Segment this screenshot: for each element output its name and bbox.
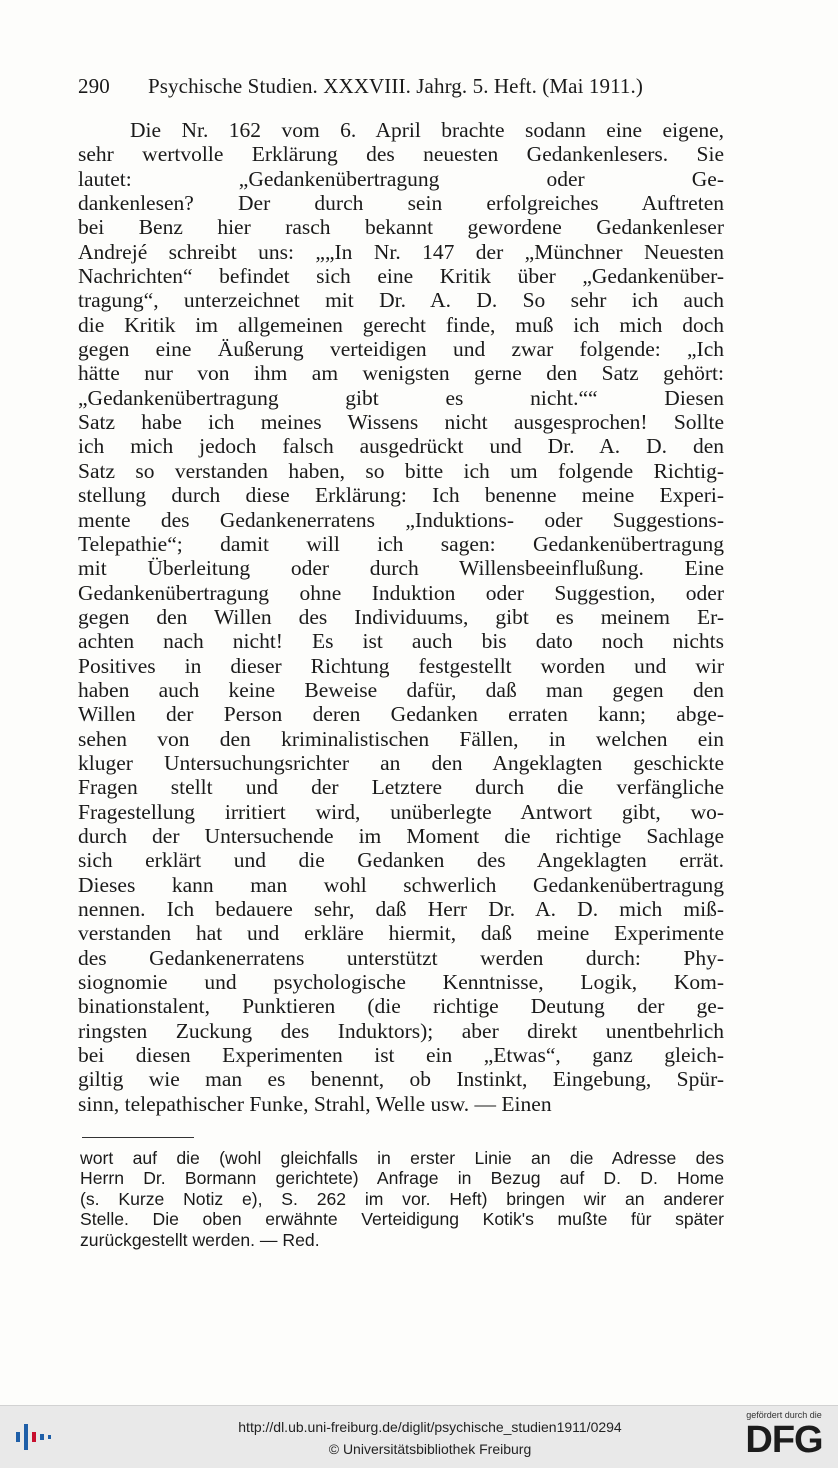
text-line: Andrejé schreibt uns: „„In Nr. 147 der „Münchner Neuesten [78, 239, 724, 264]
page-number: 290 [78, 74, 110, 98]
text-line: bei Benz hier rasch bekannt gewordene Gedankenleser [78, 215, 724, 240]
text-line: giltig wie man es benennt, ob Instinkt, Eingebung, Spür- [78, 1067, 724, 1092]
text-line: mit Überleitung oder durch Willensbeeinflußung. Eine [78, 556, 724, 581]
text-line: gegen den Willen des Individuums, gibt es meinem Er- [78, 604, 724, 629]
text-line: nennen. Ich bedauere sehr, daß Herr Dr. A. D. mich miß- [78, 897, 724, 921]
text-line: siognomie und psychologische Kenntnisse, Logik, Kom- [78, 970, 724, 995]
text-line: ich mich jedoch falsch ausgedrückt und Dr. A. D. den [78, 434, 724, 459]
text-line: Positives in dieser Richtung festgestellt worden und wir [78, 653, 724, 678]
footnote-line: (s. Kurze Notiz e), S. 262 im vor. Heft) bringen wir an anderer [80, 1188, 724, 1209]
main-text [78, 118, 724, 1116]
text-line: kluger Untersuchungsrichter an den Angeklagten geschickte [78, 750, 724, 775]
text-line: sehen von den kriminalistischen Fällen, in welchen ein [78, 726, 724, 751]
text-line: haben auch keine Beweise dafür, daß man gegen den [78, 677, 724, 702]
text-line: Fragestellung irritiert wird, unüberlegte Antwort gibt, wo- [78, 799, 724, 824]
text-line: Fragen stellt und der Letztere durch die verfängliche [78, 775, 724, 800]
text-line: Telepathie“; damit will ich sagen: Gedankenübertragung [78, 531, 724, 556]
text-line: Gedankenübertragung ohne Induktion oder Suggestion, oder [78, 580, 724, 605]
permalink-link[interactable]: http://dl.ub.uni-freiburg.de/diglit/psychische_studien1911/0294 [238, 1419, 622, 1435]
text-line: binationstalent, Punktieren (die richtige Deutung der ge- [78, 994, 724, 1019]
ub-freiburg-logo-icon [14, 1420, 54, 1454]
text-line: mente des Gedankenerratens „Induktions- oder Suggestions- [78, 507, 724, 532]
footnote [80, 1148, 724, 1250]
text-line: dankenlesen? Der durch sein erfolgreiches Auftreten [78, 191, 724, 216]
dfg-logo-icon [738, 1410, 830, 1460]
dfg-logo-text: DFG [745, 1419, 823, 1461]
dfg-caption: gefördert durch die [746, 1410, 822, 1420]
footnote-line: Herrn Dr. Bormann gerichtete) Anfrage in Bezug auf D. D. Home [80, 1168, 724, 1189]
footnote-line: zurückgestellt werden. — Red. [80, 1229, 320, 1250]
viewer-footer [0, 1405, 838, 1468]
text-line: sehr wertvolle Erklärung des neuesten Gedankenlesers. Sie [78, 142, 724, 167]
text-line: sich erklärt und die Gedanken des Angeklagten errät. [78, 848, 724, 873]
text-line: stellung durch diese Erklärung: Ich benenne meine Experi- [78, 483, 724, 508]
text-line: des Gedankenerratens unterstützt werden durch: Phy- [78, 945, 724, 970]
text-line: hätte nur von ihm am wenigsten gerne den Satz gehört: [78, 361, 724, 386]
text-line: sinn, telepathischer Funke, Strahl, Welle usw. — Einen [78, 1091, 552, 1116]
footnote-line: wort auf die (wohl gleichfalls in erster Linie an die Adresse des [80, 1148, 724, 1168]
copyright-notice: © Universitätsbibliothek Freiburg [328, 1441, 532, 1457]
text-line: Die Nr. 162 vom 6. April brachte sodann eine eigene, [130, 118, 724, 142]
text-line: ringsten Zuckung des Induktors); aber direkt unentbehrlich [78, 1018, 724, 1043]
text-line: achten nach nicht! Es ist auch bis dato noch nichts [78, 629, 724, 654]
text-line: lautet: „Gedankenübertragung oder Ge- [78, 166, 724, 191]
text-line: „Gedankenübertragung gibt es nicht.““ Diesen [78, 385, 724, 410]
text-line: Nachrichten“ befindet sich eine Kritik über „Gedankenüber- [78, 264, 724, 289]
text-line: Willen der Person deren Gedanken erraten kann; abge- [78, 702, 724, 727]
text-line: durch der Untersuchende im Moment die richtige Sachlage [78, 823, 724, 848]
text-line: verstanden hat und erkläre hiermit, daß meine Experimente [78, 921, 724, 946]
text-line: die Kritik im allgemeinen gerecht finde, muß ich mich doch [78, 312, 724, 337]
footnote-divider [82, 1137, 194, 1138]
journal-title: Psychische Studien. XXXVIII. Jahrg. 5. Heft. (Mai 1911.) [148, 74, 643, 98]
footnote-line: Stelle. Die oben erwähnte Verteidigung Kotik's mußte für später [80, 1209, 724, 1230]
text-line: Satz so verstanden haben, so bitte ich um folgende Richtig- [78, 458, 724, 483]
text-line: Dieses kann man wohl schwerlich Gedankenübertragung [78, 872, 724, 897]
text-line: bei diesen Experimenten ist ein „Etwas“, ganz gleich- [78, 1043, 724, 1068]
text-line: Satz habe ich meines Wissens nicht ausgesprochen! Sollte [78, 410, 724, 435]
text-line: tragung“, unterzeichnet mit Dr. A. D. So sehr ich auch [78, 288, 724, 313]
text-line: gegen eine Äußerung verteidigen und zwar folgende: „Ich [78, 337, 724, 362]
